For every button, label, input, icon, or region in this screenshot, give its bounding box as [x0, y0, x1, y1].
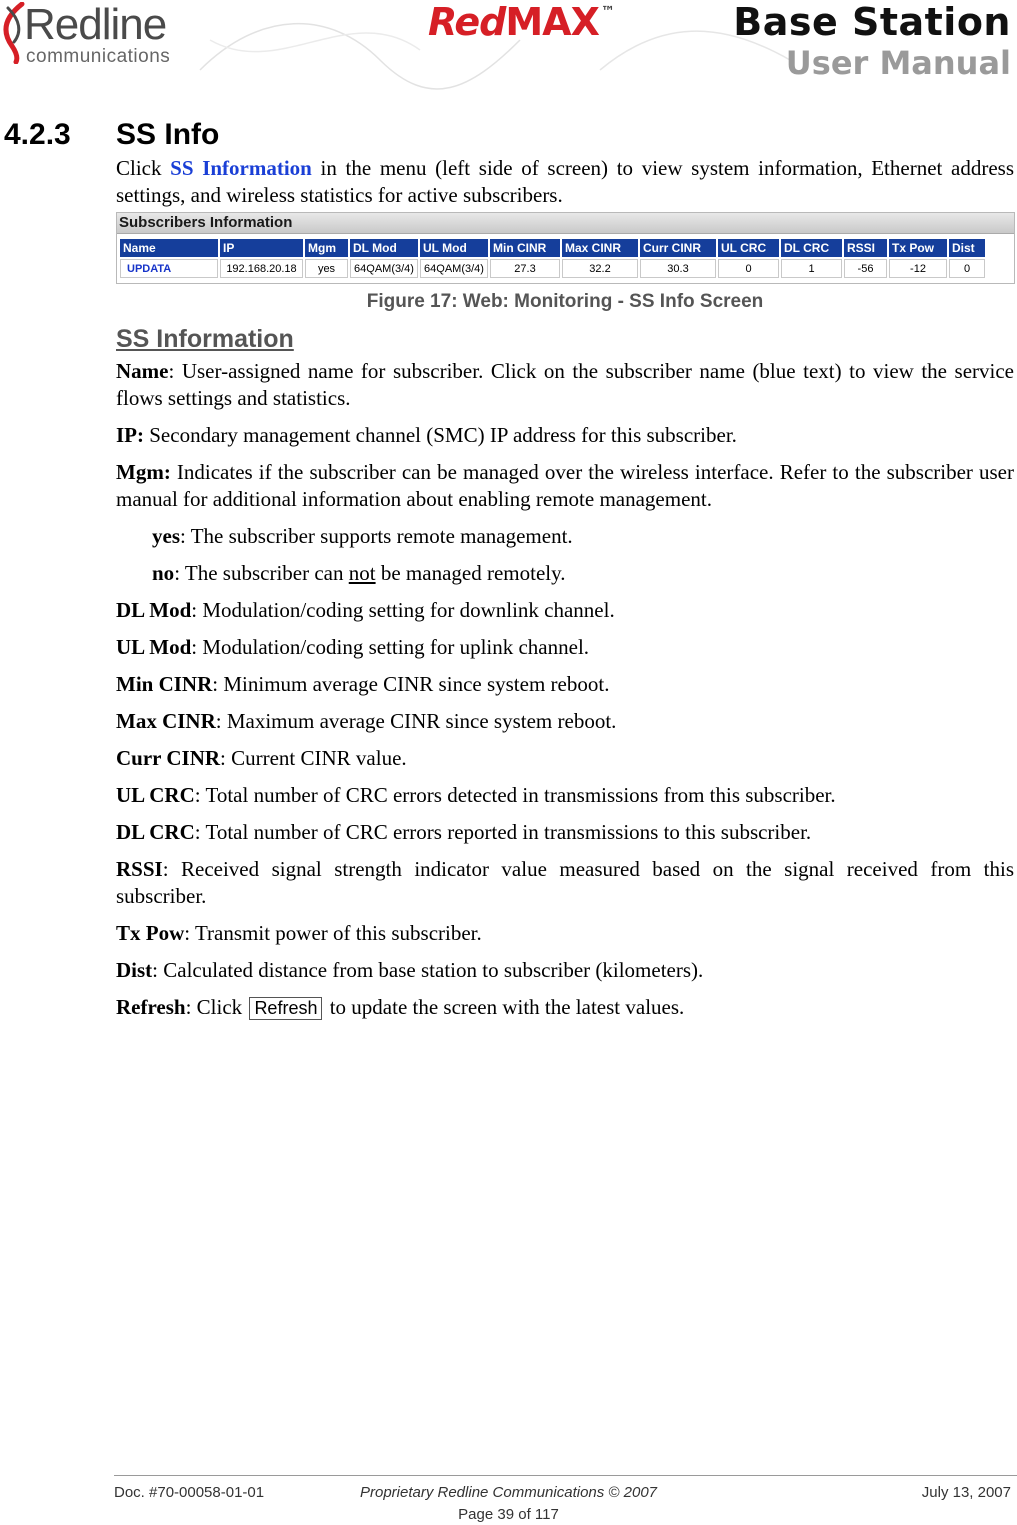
def-term: UL CRC [116, 783, 195, 807]
def-dl-crc [116, 819, 1014, 846]
def-text: : User-assigned name for subscriber. Click on the subscriber name (blue text) to view the service flows settings and statistics. [116, 359, 1014, 410]
def-term: DL Mod [116, 598, 192, 622]
def-min-cinr [116, 671, 1014, 698]
table-cell: -12 [889, 259, 947, 278]
page-content [116, 155, 1014, 1021]
table-row [120, 259, 985, 278]
redmax-brand [428, 0, 614, 44]
trademark-mark: ™ [600, 4, 614, 20]
redline-logo-subtext: communications [26, 46, 171, 67]
column-header: Curr CINR [640, 239, 716, 257]
def-text: : Minimum average CINR since system reboot. [212, 672, 610, 696]
subscriber-name-link[interactable]: UPDATA [120, 259, 218, 278]
def-term: Dist [116, 958, 153, 982]
column-header: Mgm [305, 239, 348, 257]
table-cell: 64QAM(3/4) [350, 259, 418, 278]
def-ul-crc [116, 782, 1014, 809]
panel-title: Subscribers Information [117, 213, 1014, 234]
def-no [116, 560, 1014, 587]
column-header: Min CINR [490, 239, 560, 257]
def-dl-mod [116, 597, 1014, 624]
column-header: DL Mod [350, 239, 418, 257]
table-cell: 27.3 [490, 259, 560, 278]
footer-doc-number: Doc. #70-00058-01-01 [114, 1484, 265, 1501]
def-text: Secondary management channel (SMC) IP address for this subscriber. [144, 423, 737, 447]
def-text: : Modulation/coding setting for uplink channel. [191, 635, 590, 659]
section-number: 4.2.3 [4, 118, 71, 151]
def-ul-mod [116, 634, 1014, 661]
def-refresh [116, 994, 1014, 1021]
brand-red: Red [428, 0, 506, 44]
subscribers-table [118, 237, 987, 280]
def-text: : Transmit power of this subscriber. [184, 921, 482, 945]
table-cell: -56 [844, 259, 887, 278]
def-term: UL Mod [116, 635, 192, 659]
def-text: : Total number of CRC errors detected in transmissions from this subscriber. [194, 783, 836, 807]
def-text-underlined: not [348, 561, 376, 585]
def-text: : The subscriber supports remote management. [180, 524, 573, 548]
def-rssi [116, 856, 1014, 910]
footer-date: July 13, 2007 [921, 1484, 1011, 1501]
def-text: : Modulation/coding setting for downlink channel. [191, 598, 615, 622]
intro-text-pre: Click [116, 156, 171, 180]
manual-title-line2: User Manual [785, 44, 1011, 82]
brand-max: MAX [505, 0, 599, 44]
intro-text-post: in the menu (left side of screen) to view system information, Ethernet address settings, and wireless statistics for active subscribers. [116, 156, 1015, 207]
footer-proprietary: Proprietary Redline Communications © 2007 [359, 1484, 658, 1501]
column-header: DL CRC [781, 239, 842, 257]
def-text: : Click [185, 995, 248, 1019]
def-term: Refresh [116, 995, 186, 1019]
def-ip [116, 422, 1014, 449]
def-text: : Current CINR value. [220, 746, 407, 770]
def-text: : The subscriber can [174, 561, 349, 585]
def-term: no [152, 561, 175, 585]
column-header: UL CRC [718, 239, 779, 257]
def-text: : Maximum average CINR since system reboot. [215, 709, 617, 733]
def-term: IP: [116, 423, 144, 447]
footer-page-number: Page 39 of 117 [458, 1506, 559, 1523]
ss-information-menu-ref: SS Information [170, 156, 312, 180]
def-term: Curr CINR [116, 746, 221, 770]
column-header: Name [120, 239, 218, 257]
def-max-cinr [116, 708, 1014, 735]
def-name [116, 358, 1014, 412]
table-cell: 0 [718, 259, 779, 278]
def-dist [116, 957, 1014, 984]
column-header: Tx Pow [889, 239, 947, 257]
def-term: Name [116, 359, 169, 383]
column-header: Dist [949, 239, 985, 257]
redline-logo-text: Redline [24, 0, 167, 49]
def-term: Tx Pow [116, 921, 185, 945]
table-cell: 64QAM(3/4) [420, 259, 488, 278]
def-text: : Received signal strength indicator value measured based on the signal received from this subscriber. [116, 857, 1014, 908]
def-yes [116, 523, 1014, 550]
def-term: RSSI [116, 857, 163, 881]
def-term: Min CINR [116, 672, 213, 696]
footer-divider [114, 1475, 1017, 1476]
section-title: SS Info [116, 118, 220, 151]
table-cell: 30.3 [640, 259, 716, 278]
table-cell: 32.2 [562, 259, 638, 278]
page-header [0, 0, 1017, 95]
table-header-row [120, 239, 985, 257]
column-header: RSSI [844, 239, 887, 257]
figure-caption: Figure 17: Web: Monitoring - SS Info Screen [366, 291, 764, 312]
def-text: be managed remotely. [375, 561, 566, 585]
table-cell: yes [305, 259, 348, 278]
column-header: Max CINR [562, 239, 638, 257]
table-cell: 1 [781, 259, 842, 278]
subscribers-information-screenshot [116, 212, 1015, 284]
column-header: UL Mod [420, 239, 488, 257]
def-text: to update the screen with the latest values. [324, 995, 685, 1019]
def-curr-cinr [116, 745, 1014, 772]
def-text: Indicates if the subscriber can be managed over the wireless interface. Refer to the subscriber user manual for additional information about enabling remote management. [116, 460, 1014, 511]
def-mgm [116, 459, 1014, 513]
refresh-button[interactable]: Refresh [249, 997, 322, 1020]
intro-paragraph [116, 155, 1014, 209]
table-cell: 192.168.20.18 [220, 259, 303, 278]
def-term: Max CINR [116, 709, 216, 733]
table-cell: 0 [949, 259, 985, 278]
def-text: : Calculated distance from base station to subscriber (kilometers). [152, 958, 704, 982]
manual-title-line1: Base Station [733, 0, 1011, 44]
def-text: : Total number of CRC errors reported in transmissions to this subscriber. [194, 820, 812, 844]
def-term: DL CRC [116, 820, 195, 844]
def-term: yes [152, 524, 180, 548]
def-tx-pow [116, 920, 1014, 947]
subheading: SS Information [116, 325, 294, 353]
column-header: IP [220, 239, 303, 257]
def-term: Mgm: [116, 460, 171, 484]
